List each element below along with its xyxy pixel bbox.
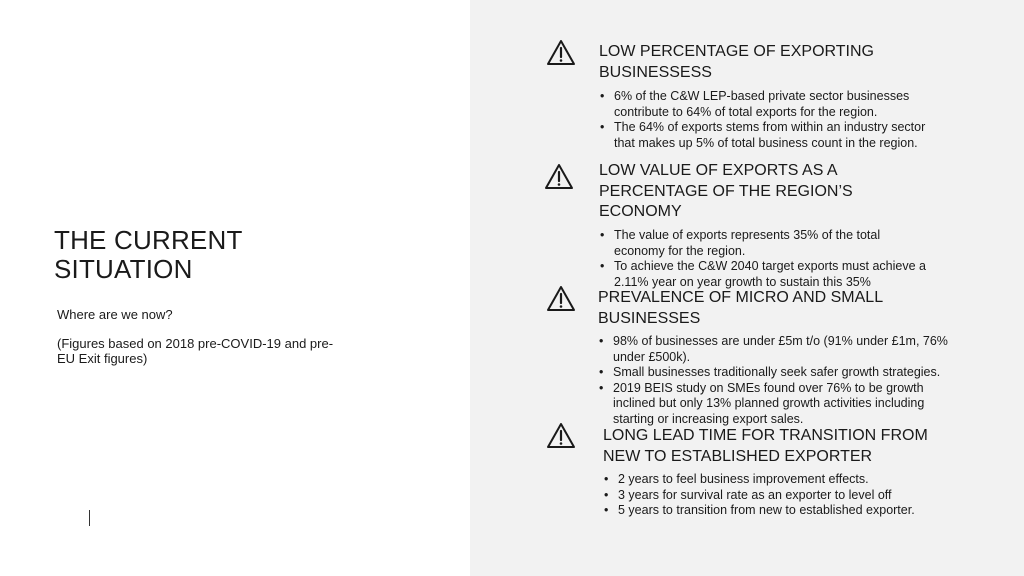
- figures-note: (Figures based on 2018 pre-COVID-19 and pre-EU Exit figures): [57, 336, 334, 366]
- list-item: • 5 years to transition from new to established exporter.: [603, 503, 963, 519]
- list-item: • 6% of the C&W LEP-based private sector businesses contribute to 64% of total exports for the region.: [599, 89, 934, 120]
- list-item: • The 64% of exports stems from within an industry sector that makes up 5% of total business count in the region.: [599, 120, 934, 151]
- block-heading-export-value: LOW VALUE OF EXPORTS AS A PERCENTAGE OF THE REGION’S ECONOMY: [599, 162, 853, 220]
- warning-triangle-icon: [544, 163, 574, 191]
- warning-triangle-icon: [546, 422, 576, 450]
- block-list-lead-time: [603, 472, 963, 519]
- list-item: • 2019 BEIS study on SMEs found over 76% to be growth inclined but only 13% planned growth activities including starting or increasing export sales.: [598, 381, 958, 428]
- block-heading-exporting: LOW PERCENTAGE OF EXPORTING BUSINESSESS: [599, 43, 874, 81]
- list-item: • 3 years for survival rate as an exporter to level off: [603, 488, 963, 504]
- block-list-micro-small: [598, 334, 958, 427]
- list-item: • Small businesses traditionally seek safer growth strategies.: [598, 365, 958, 381]
- warning-triangle-icon: [546, 285, 576, 313]
- list-item: • To achieve the C&W 2040 target exports must achieve a 2.11% year on year growth to sustain this 35%: [599, 259, 934, 290]
- text-cursor: [89, 510, 90, 526]
- block-heading-micro-small: PREVALENCE OF MICRO AND SMALL BUSINESSES: [598, 289, 883, 327]
- block-heading-lead-time: LONG LEAD TIME FOR TRANSITION FROM NEW TO ESTABLISHED EXPORTER: [603, 427, 928, 465]
- list-item: • 2 years to feel business improvement effects.: [603, 472, 963, 488]
- page-title: THE CURRENT SITUATION: [54, 225, 243, 284]
- page-subtitle: Where are we now?: [57, 307, 173, 322]
- list-item: • The value of exports represents 35% of the total economy for the region.: [599, 228, 934, 259]
- list-item: • 98% of businesses are under £5m t/o (91% under £1m, 76% under £500k).: [598, 334, 958, 365]
- warning-triangle-icon: [546, 39, 576, 67]
- block-list-exporting: [599, 89, 934, 151]
- block-list-export-value: [599, 228, 934, 290]
